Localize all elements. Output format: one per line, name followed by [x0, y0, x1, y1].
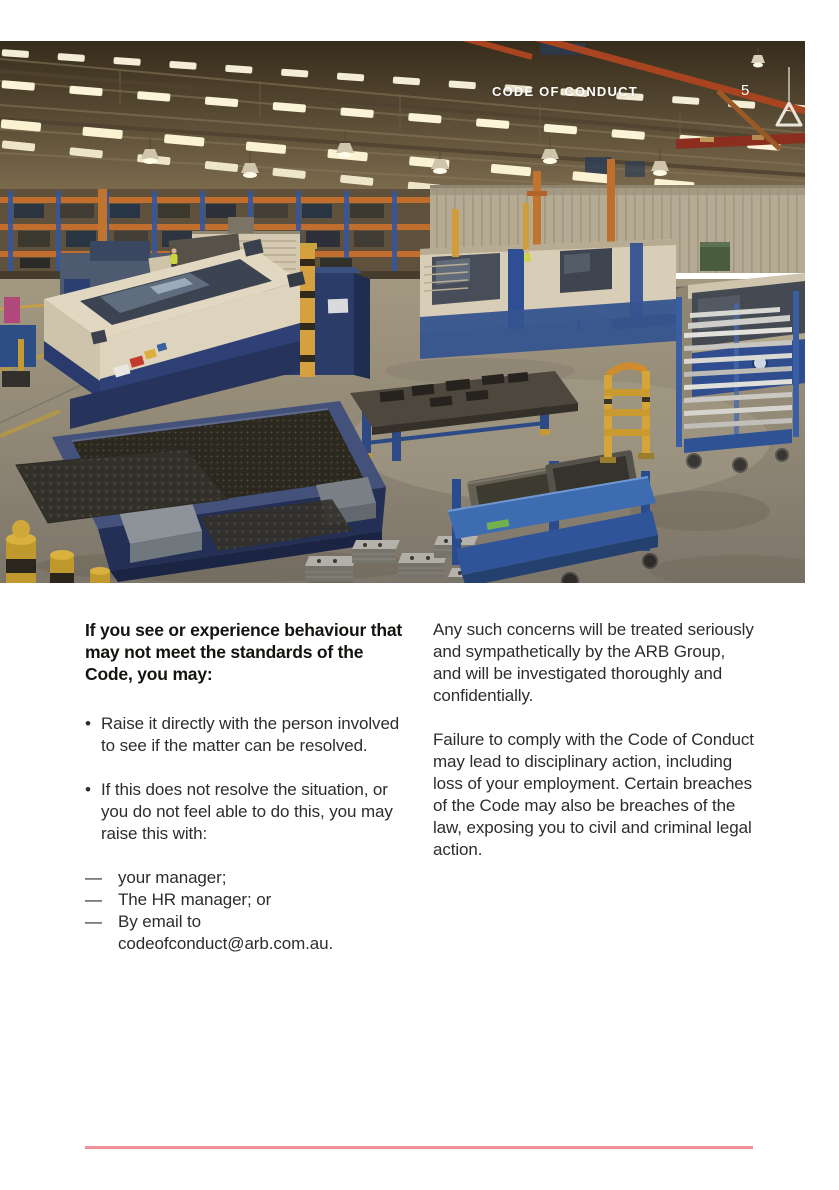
bullet-text: Raise it directly with the person involved to see if the matter can be resolved. — [101, 714, 400, 755]
bullet-glyph: • — [85, 780, 91, 799]
list-item-text-email: By email to codeofconduct@arb.com.au. — [118, 912, 334, 953]
list-item — [85, 867, 411, 889]
list-item — [85, 889, 411, 911]
dash-list — [85, 867, 411, 955]
bullet-text: If this does not resolve the situation, or you do not feel able to do this, you may raise this with: — [101, 780, 393, 843]
left-column — [85, 619, 411, 955]
footer-rule — [85, 1146, 753, 1149]
page-number: 5 — [741, 82, 750, 99]
factory-photo-illustration — [0, 41, 805, 583]
list-item — [85, 911, 411, 955]
bullet-glyph: • — [85, 714, 91, 733]
left-heading: If you see or experience behaviour that may not meet the standards of the Code, you may: — [85, 620, 403, 684]
factory-photo — [0, 41, 805, 583]
bullet-item — [85, 713, 411, 757]
paragraph: Failure to comply with the Code of Conduct may lead to disciplinary action, including loss of your employment. Certain breaches of the Code may also be breaches of the law, exposing you to civil and criminal legal action. — [433, 730, 754, 859]
dash-glyph: — — [85, 868, 102, 887]
header-title: CODE OF CONDUCT — [492, 84, 638, 99]
right-column — [433, 619, 757, 883]
list-item-text: your manager; — [118, 868, 227, 887]
dash-glyph: — — [85, 890, 102, 909]
dash-glyph: — — [85, 912, 102, 931]
list-item-text: The HR manager; or — [118, 890, 272, 909]
paragraph: Any such concerns will be treated seriously and sympathetically by the ARB Group, and will be investigated thoroughly and confidentially. — [433, 620, 754, 705]
bullet-item — [85, 779, 411, 845]
